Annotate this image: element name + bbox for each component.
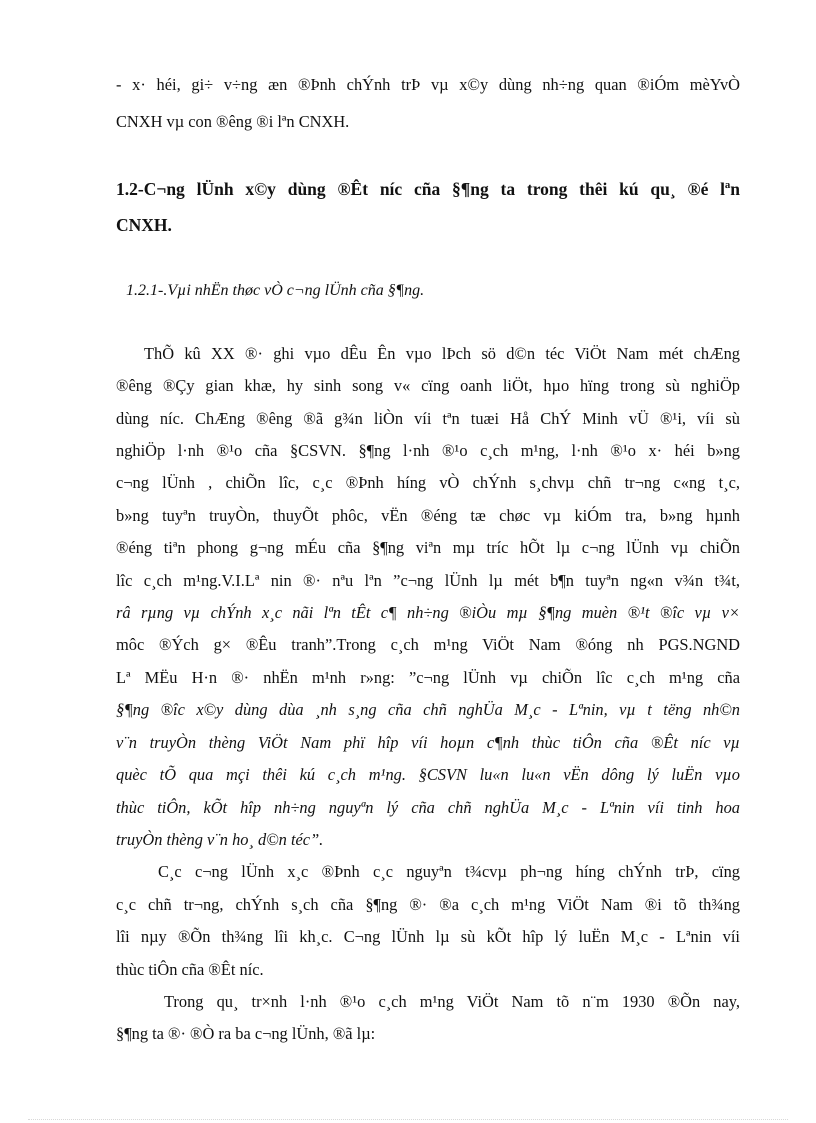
text-line: dùng níc. ChÆng ®êng ®ã g¾n liÒn víi tªn tuæi Hå ChÝ Minh vÜ ®¹i, víi sù (116, 409, 740, 428)
text-line: C¸c c¬ng lÜnh x¸c ®Þnh c¸c nguyªn t¾cvµ ph¬ng híng chÝnh trÞ, cïng (158, 862, 740, 881)
text-line: truyÒn thèng v¨n ho¸ d©n téc”. (116, 830, 324, 849)
text-line: b»ng tuyªn truyÒn, thuyÕt phôc, vËn ®éng tæ chøc vµ kiÓm tra, b»ng hµnh (116, 506, 740, 525)
text-line: môc ®Ých g× ®Êu tranh”.Trong c¸ch m¹ng ViÖt Nam ®óng nh PGS.NGND (116, 635, 740, 654)
text-line: v¨n truyÒn thèng ViÖt Nam phï hîp víi hoµn c¶nh thùc tiÔn cña ®Êt níc vµ (116, 733, 740, 752)
text-line: Lª MËu H·n ®· nhËn m¹nh r»ng: ”c¬ng lÜnh vµ chiÕn lîc c¸ch m¹ng cña (116, 668, 740, 687)
text-line: c¬ng lÜnh , chiÕn lîc, c¸c ®Þnh híng vÒ chÝnh s¸chvµ chñ tr¬ng c«ng t¸c, (116, 473, 740, 492)
text-line: râ rµng vµ chÝnh x¸c nãi lªn tÊt c¶ nh÷ng ®iÒu mµ §¶ng muèn ®¹t ®îc vµ v× (116, 603, 740, 622)
text-line: ThÕ kû XX ®· ghi vµo dÊu Ên vµo lÞch sö d©n téc ViÖt Nam mét chÆng (144, 344, 740, 363)
subsection-heading: 1.2.1-.Vµi nhËn thøc vÒ c¬ng lÜnh cña §¶ng. (126, 282, 425, 299)
section-heading: CNXH. (116, 215, 172, 235)
text-line: - x· héi, gi÷ v÷ng æn ®Þnh chÝnh trÞ vµ x©y dùng nh÷ng quan ®iÓm mèYvÒ (116, 75, 740, 94)
text-line: lîc c¸ch m¹ng.V.I.Lª nin ®· nªu lªn ”c¬ng lÜnh lµ mét b¶n tuyªn ng«n v¾n t¾t, (116, 571, 740, 590)
section-heading: 1.2-C¬ng lÜnh x©y dùng ®Êt níc cña §¶ng ta trong thêi kú qu¸ ®é lªn (116, 179, 740, 199)
text-line: ®êng ®Çy gian khæ, hy sinh song v« cïng oanh liÖt, hµo hïng trong sù nghiÖp (116, 376, 740, 395)
page-bottom-divider (28, 1119, 788, 1120)
text-line: Trong qu¸ tr×nh l·nh ®¹o c¸ch m¹ng ViÖt Nam tõ n¨m 1930 ®Õn nay, (164, 992, 740, 1011)
text-line: thùc tiÔn cña ®Êt níc. (116, 960, 264, 979)
text-line: quèc tÕ qua mçi thêi kú c¸ch m¹ng. §CSVN lu«n lu«n vËn dông lý luËn vµo (116, 765, 740, 784)
text-line: c¸c chñ tr¬ng, chÝnh s¸ch cña §¶ng ®· ®a c¸ch m¹ng ViÖt Nam ®i tõ th¾ng (116, 895, 740, 914)
text-line: thùc tiÔn, kÕt hîp nh÷ng nguyªn lý cña chñ nghÜa M¸c - Lªnin víi tinh hoa (116, 798, 740, 817)
text-line: §¶ng ®îc x©y dùng dùa ¸nh s¸ng cña chñ nghÜa M¸c - Lªnin, vµ t tëng nh©n (116, 700, 740, 719)
text-line: nghiÖp l·nh ®¹o cña §CSVN. §¶ng l·nh ®¹o c¸ch m¹ng, l·nh ®¹o x· héi b»ng (116, 441, 740, 460)
text-line: §¶ng ta ®· ®Ò ra ba c¬ng lÜnh, ®ã lµ: (116, 1024, 376, 1043)
text-line: CNXH vµ con ®êng ®i lªn CNXH. (116, 112, 350, 131)
text-line: lîi nµy ®Õn th¾ng lîi kh¸c. C¬ng lÜnh lµ sù kÕt hîp lý luËn M¸c - Lªnin víi (116, 927, 740, 946)
text-line: ®éng tiªn phong g¬ng mÉu cña §¶ng viªn mµ tríc hÕt lµ c¬ng lÜnh vµ chiÕn (116, 538, 740, 557)
